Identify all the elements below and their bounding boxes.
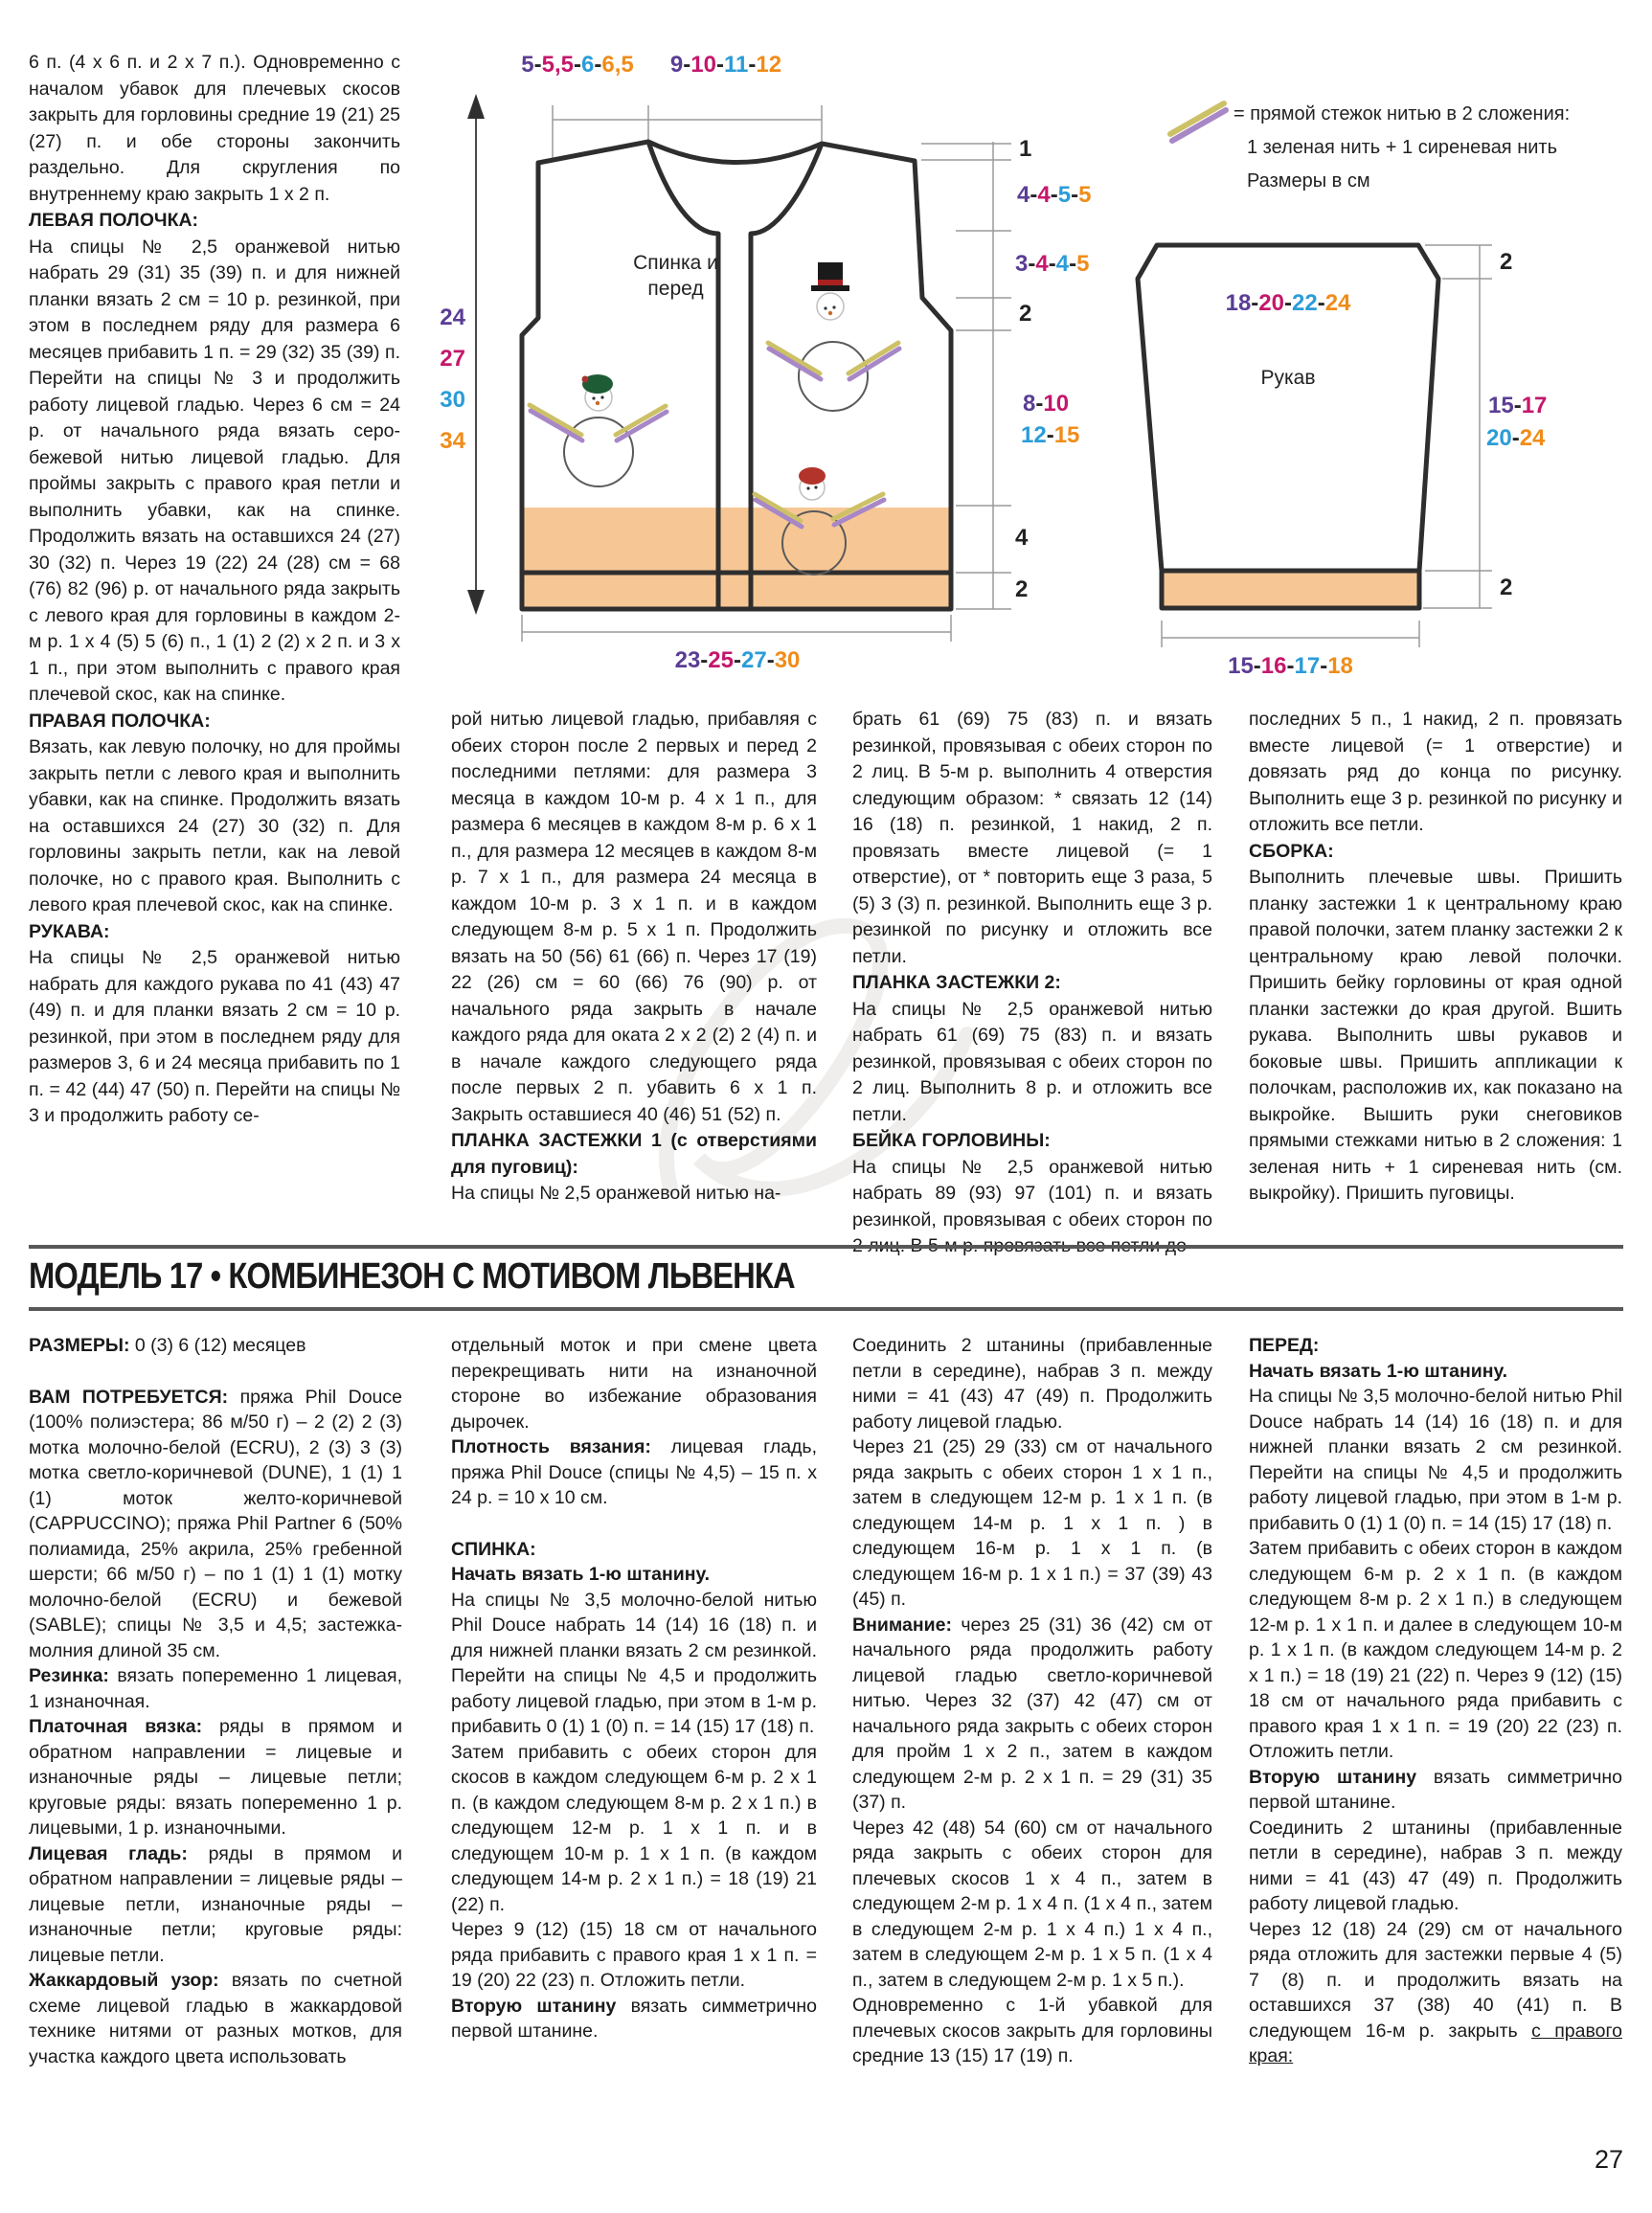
size-value: 15 (1053, 422, 1080, 448)
vest-schematic-drawing (421, 46, 1092, 686)
paragraph: Начать вязать 1-ю штанину. (1249, 1360, 1508, 1382)
column-bottom-2 (451, 1333, 817, 2044)
paragraph: Плотность вязания: лицевая гладь, пряжа Phil Douce (спицы № 4,5) – 15 п. х 24 р. = 10 х 10 см. (451, 1436, 818, 1508)
paragraph: Внимание: через 25 (31) 36 (42) см от начального ряда продолжить работу лицевой гладью светло-коричневой нитью. Через 32 (37) 42 (47) см от начального ряда закрыть с обеих сторон для пройм 1 х 2 п., затем в каждом следующем 2-м р. 2 х 1 п. = 29 (31) 35 (37) п. (852, 1614, 1212, 1813)
paragraph: Затем прибавить с обеих сторон для скосов в каждом следующем 6-м р. 2 х 1 п. (в каждом следующем 8-м р. 2 х 1 п.) в следующем 12-м р. 1 х 1 п. и в следующем 10-м р. 1 х 1 п. (в каждом следующем 14-м р. 2 х 1 п.) = 18 (19) 21 (22) п. (451, 1741, 817, 1915)
vest-right-measure-3 (1015, 251, 1089, 278)
paragraph: Затем прибавить с обеих сторон в каждом следующем 6-м р. 2 х 1 п. (в каждом следующем 8-м р. 2 х 1 п.) в следующем 12-м р. 1 х 1 п. и далее в следующем 10-м р. 1 х 1 п. (в каждом следующем 14-м р. 2 х 1 п.) = 18 (19) 21 (22) п. Через 9 (12) (15) 18 см от начального ряда прибавить с правого края 1 х 1 п. = 19 (20) 22 (23) п. Отложить петли. (1249, 1538, 1622, 1762)
section-heading: СПИНКА: (451, 1538, 536, 1560)
size-value: 11 (723, 52, 749, 78)
size-value: 6 (581, 52, 595, 78)
column-top-3 (852, 707, 1212, 1260)
column-bottom-1 (29, 1333, 402, 2069)
dash: - (683, 52, 691, 78)
vest-left-measures (421, 303, 465, 457)
dash: - (734, 647, 741, 673)
vest-piece-label-line2: перед (647, 278, 704, 300)
section-heading: СБОРКА: (1249, 840, 1334, 862)
size-value: 15 (1228, 653, 1254, 679)
dash: - (1048, 251, 1056, 277)
paragraph: На спицы № 2,5 оранжевой нитью набрать для каждого рукава по 41 (43) 47 (49) п. и для планки вязать 2 см = 10 р. резинкой, при этом в последнем ряду для размеров 3, 6 и 24 месяца прибавить по 1 п. = 42 (44) 47 (50) п. Перейти на спицы № 3 и продолжить работу се- (29, 947, 400, 1126)
section-heading: РУКАВА: (29, 920, 110, 942)
size-value: 24 (1519, 425, 1546, 451)
section-heading: ПЛАНКА ЗАСТЕЖКИ 2: (852, 972, 1061, 993)
legend-line-3: Размеры в см (1247, 170, 1370, 192)
vest-bottom-measure (656, 647, 819, 674)
column-bottom-3 (852, 1333, 1212, 2069)
dash: - (1069, 251, 1077, 277)
column-top-2 (451, 707, 817, 1208)
size-value: 5 (1057, 182, 1072, 208)
size-value: 17 (1521, 393, 1548, 418)
straight-stitch-icon (1170, 103, 1226, 141)
vest-piece-label (582, 250, 769, 302)
vest-right-measure-7: 4 (1015, 525, 1029, 551)
sleeve-right-measure-mid2 (1486, 425, 1545, 452)
legend-line-2: 1 зеленая нить + 1 сиреневая нить (1247, 137, 1557, 158)
size-value: 4 (1037, 182, 1051, 208)
sleeve-bottom-measure (1197, 653, 1384, 680)
section-heading: БЕЙКА ГОРЛОВИНЫ: (852, 1130, 1051, 1151)
paragraph: Выполнить плечевые швы. Пришить планку застежки 1 к центральному краю правой полочки, затем планку застежки 2 к центральному краю левой полочки. Пришить бейку горловины от края одной планки застежки до края другой. Вшить рукава. Выполнить швы рукавов и боковые швы. Пришить аппликации к полочкам, расположив их, как показано на выкройке. Вышить руки снеговиков прямыми стежками нитью в 2 сложения: 1 зеленая нить + 1 сиреневая нить (см. выкройку). Пришить пуговицы. (1249, 867, 1622, 1204)
size-value: 6,5 (601, 52, 634, 78)
paragraph: брать 61 (69) 75 (83) п. и вязать резинкой, провязывая с обеих сторон по 2 лиц. В 5-м р. выполнить 4 отверстия следующим образом: * связать 12 (14) 16 (18) п. резинкой, 1 накид, 2 п. провязать вместе лицевой (= 1 отверстие), от * повторить еще 3 раза, 5 (5) 3 (3) п. резинкой. Выполнить еще 3 р. резинкой по рисунку и отложить все петли. (852, 709, 1212, 967)
dash: - (1513, 393, 1522, 418)
vest-right-measure-6 (1021, 422, 1079, 449)
size-value: 25 (708, 647, 734, 673)
dash: - (715, 52, 724, 78)
size-value: 4 (1055, 251, 1070, 277)
vest-right-measure-2 (1017, 182, 1091, 209)
paragraph: Жаккардовый узор: вязать по счетной схеме лицевой гладью в жаккардовой технике нитями от разных мотков, для участка каждого цвета использовать (29, 1970, 402, 2067)
sleeve-right-measure-bottom: 2 (1500, 575, 1513, 600)
snowman-applique-1 (530, 374, 667, 486)
paragraph: На спицы № 2,5 оранжевой нитью на- (451, 1183, 781, 1204)
dash: - (1050, 182, 1058, 208)
paragraph: Начать вязать 1-ю штанину. (451, 1564, 711, 1585)
size-value: 5 (521, 52, 534, 78)
column-top-1 (29, 50, 400, 1130)
size-value: 22 (1292, 290, 1318, 316)
paragraph: Лицевая гладь: ряды в прямом и обратном направлении = лицевые ряды – лицевые петли, изнаночные ряды – изнаночные петли; круговые ряды: лицевые петли. (29, 1842, 402, 1966)
vest-piece-label-line1: Спинка и (633, 252, 718, 274)
paragraph: Вторую штанину вязать симметрично первой штанине. (1249, 1766, 1623, 1813)
dash: - (1511, 425, 1520, 451)
paragraph: последних 5 п., 1 накид, 2 п. провязать вместе лицевой (= 1 отверстие) и довязать ряд до конца по рисунку. Выполнить еще 3 р. резинкой по рисунку и отложить все петли. (1249, 709, 1622, 835)
vest-right-measure-4: 2 (1019, 301, 1032, 327)
paragraph: Резинка: вязать попеременно 1 лицевая, 1 изнаночная. (29, 1665, 402, 1712)
column-bottom-4 (1249, 1333, 1622, 2069)
dash: - (533, 52, 542, 78)
snowman-applique-2 (768, 262, 899, 411)
sleeve-piece-label: Рукав (1260, 367, 1316, 389)
size-value: 12 (1021, 422, 1047, 448)
dash: - (1284, 290, 1292, 316)
vest-height-arrow (467, 94, 485, 615)
paragraph: На спицы № 2,5 оранжевой нитью набрать 89 (93) 97 (101) п. и вязать резинкой, провязывая с обеих сторон по 2 лиц. В 5-м р. провязать все петли до (852, 1156, 1212, 1256)
section-heading: ПЛАНКА ЗАСТЕЖКИ 1 (с отверстиями для пуговиц): (451, 1130, 817, 1178)
vest-peach-band (524, 508, 949, 607)
size-value: 10 (1043, 391, 1070, 417)
paragraph: 6 п. (4 х 6 п. и 2 х 7 п.). Одновременно с началом убавок для плечевых скосов закрыть для горловины средние 19 (21) 25 (27) п. и обе стороны закончить раздельно. Для скругления по внутреннему краю закрыть 1 х 2 п. (29, 52, 400, 205)
size-value: 12 (756, 52, 782, 78)
paragraph: отдельный моток и при смене цвета перекрещивать нити на изнаночной стороне во избежание образования дырочек. (451, 1335, 817, 1433)
column-top-4 (1249, 707, 1622, 1208)
paragraph: Через 21 (25) 29 (33) см от начального ряда закрыть с обеих сторон 1 х 1 п., затем в следующем 12-м р. 1 х 1 п. (в следующем 14-м р. 1 х 1 п. ) в следующем 16-м р. 1 х 1 п. (в следующем 16-м р. 1 х 1 п.) = 37 (39) 43 (45) п. (852, 1436, 1212, 1610)
paragraph: Одновременно с 1-й убавкой для плечевых скосов закрыть для горловины средние 13 (15) 17 (19) п. (852, 1995, 1212, 2066)
size-value: 30 (774, 647, 801, 673)
dash: - (700, 647, 709, 673)
dash: - (574, 52, 581, 78)
model-header (29, 1245, 1623, 1311)
dash: - (1035, 391, 1044, 417)
size-value: 23 (674, 647, 701, 673)
paragraph: На спицы № 2,5 оранжевой нитью набрать 61 (69) 75 (83) п. и вязать резинкой, провязывая с обеих сторон по 2 лиц. Выполнить 8 р. и отложить все петли. (852, 998, 1212, 1125)
vest-right-measure-8: 2 (1015, 576, 1029, 602)
dash: - (1251, 290, 1259, 316)
size-value: 27 (741, 647, 767, 673)
section-heading: ПЕРЕД: (1249, 1335, 1320, 1356)
paragraph: Через 12 (18) 24 (29) см от начального ряда отложить для застежки первые 4 (5) 7 (8) п. и продолжить вязать на оставшихся 37 (38) 40 (41) п. В следующем 16-м р. закрыть с правого края: (1249, 1918, 1622, 2066)
sleeve-right-measure-mid1 (1488, 393, 1547, 419)
paragraph: Вторую штанину вязать симметрично первой штанине. (451, 1995, 818, 2042)
size-value: 4 (1035, 251, 1049, 277)
dash: - (594, 52, 602, 78)
vest-right-measure-1: 1 (1019, 136, 1032, 162)
legend-line-1: = прямой стежок нитью в 2 сложения: (1233, 103, 1571, 124)
size-value: 34 (440, 428, 465, 454)
dash: - (1317, 290, 1325, 316)
section-heading: ПРАВАЯ ПОЛОЧКА: (29, 710, 211, 732)
vest-right-measure-5 (1023, 391, 1069, 418)
size-value: 15 (1488, 393, 1514, 418)
size-value: 5 (1076, 251, 1090, 277)
size-value: 30 (440, 387, 465, 413)
dash: - (1030, 182, 1038, 208)
size-value: 18 (1327, 653, 1353, 679)
dash: - (748, 52, 757, 78)
paragraph: Соединить 2 штанины (прибавленные петли в середине), набрав 3 п. между ними = 41 (43) 47 (49) п. Продолжить работу лицевой гладью. (852, 1335, 1212, 1433)
size-value: 17 (1294, 653, 1321, 679)
vest-schematic (421, 46, 1092, 686)
sleeve-top-measure (1197, 290, 1379, 317)
sleeve-right-measure-top: 2 (1500, 249, 1513, 275)
dash: - (1320, 653, 1328, 679)
page-number: 27 (1594, 2145, 1623, 2174)
paragraph: Через 9 (12) (15) 18 см от начального ряда прибавить с правого края 1 х 1 п. = 19 (20) 22 (23) п. Отложить петли. (451, 1919, 817, 1991)
size-value: 8 (1023, 391, 1036, 417)
paragraph: Платочная вязка: ряды в прямом и обратном направлении = лицевые и изнаночные ряды – лицевые петли; круговые ряды: вязать попеременно 1 р. лицевыми, 1 р. изнаночными. (29, 1716, 403, 1839)
dash: - (1028, 251, 1036, 277)
size-value: 18 (1225, 290, 1252, 316)
paragraph: ВАМ ПОТРЕБУЕТСЯ: пряжа Phil Douce (100% полиэстера; 86 м/50 г) – 2 (2) 2 (3) мотка молочно-белой (ECRU), 2 (3) 3 (3) мотка светло-коричневой (DUNE), 1 (1) 1 (1) моток желто-коричневой (CAPPUCCINO); пряжа Phil Partner 6 (50% полиамида, 25% акрила, 25% гребенной шерсти; 66 м/50 г) – по 1 (1) 1 (1) мотку молочно-белой (ECRU) и бежевой (SABLE); спицы № 3,5 и 4,5; застежка-молния длиной 35 см. (29, 1386, 402, 1661)
size-value: 24 (440, 305, 465, 330)
size-value: 10 (690, 52, 716, 78)
size-value: 20 (1486, 425, 1512, 451)
dash: - (1253, 653, 1261, 679)
vest-top-measure-1 (506, 52, 649, 79)
paragraph: Соединить 2 штанины (прибавленные петли в середине), набрав 3 п. между ними = 41 (43) 47 (49) п. Продолжить работу лицевой гладью. (1249, 1817, 1622, 1914)
paragraph: рой нитью лицевой гладью, прибавляя с обеих сторон после 2 первых и перед 2 последними петлями: для размера 3 месяца в каждом 10-м р. 4 х 1 п., для размера 6 месяцев в каждом 8-м р. 6 х 1 п., для размера 12 месяцев в каждом 8-м р. 7 х 1 п., для размера 24 месяца в каждом 10-м р. 3 х 1 п. и в каждом следующем 8-м р. 5 х 1 п. Продолжить вязать на 50 (56) 61 (66) п. Через 17 (19) 22 (26) см = 60 (66) 76 (90) р. от начального ряда закрыть в начале каждого ряда для оката 2 х 2 (2) 2 (4) п. и в начале каждого следующего ряда после первых 2 п. убавить 6 х 1 п. Закрыть оставшиеся 40 (46) 51 (52) п. (451, 709, 817, 1125)
paragraph: На спицы № 2,5 оранжевой нитью набрать 29 (31) 35 (39) п. и для нижней планки вязать 2 см = 10 р. резинкой, при этом в последнем ряду для размера 6 месяцев прибавить 1 п. = 29 (32) 35 (39) п. Перейти на спицы № 3 и продолжить работу лицевой гладью. Через 6 см = 24 р. от начального ряда вязать серо-бежевой нитью лицевой гладью. Для проймы закрыть с правого края петли и выполнить убавки, как на спинке. Продолжить вязать на оставшихся 24 (27) 30 (32) п. Через 19 (22) 24 (28) см = 68 (76) 82 (96) р. от начального ряда закрыть с левого края для горловины в каждом 2-м р. 1 х 4 (5) 5 (6) п., 1 (1) 2 (2) х 2 п. и 3 х 1 п., при этом выполнить с правого края плечевой скос, как на спинке. (29, 236, 400, 705)
paragraph: Через 42 (48) 54 (60) см от начального ряда закрыть с обеих сторон для плечевых скосов 1 х 4 п., затем в следующем 2-м р. 1 х 4 п. (1 х 4 п., затем в следующем 2-м р. 1 х 4 п.) 1 х 4 п., затем в следующем 2-м р. 1 х 5 п. (1 х 4 п., затем в следующем 2-м р. 1 х 5 п.). (852, 1817, 1212, 1991)
size-value: 5,5 (541, 52, 574, 78)
size-value: 3 (1015, 251, 1029, 277)
size-value: 9 (669, 52, 684, 78)
section-heading: ЛЕВАЯ ПОЛОЧКА: (29, 210, 199, 231)
size-value: 4 (1017, 182, 1030, 208)
paragraph: На спицы № 3,5 молочно-белой нитью Phil Douce набрать 14 (14) 16 (18) п. и для нижней планки вязать 2 см резинкой. Перейти на спицы № 4,5 и продолжить работу лицевой гладью, при этом в 1-м р. прибавить 0 (1) 1 (0) п. = 14 (15) 17 (18) п. (1249, 1386, 1622, 1534)
model-title: МОДЕЛЬ 17 • КОМБИНЕЗОН С МОТИВОМ ЛЬВЕНКА (29, 1256, 795, 1297)
size-value: 24 (1324, 290, 1351, 316)
dash: - (1046, 422, 1054, 448)
dash: - (1071, 182, 1079, 208)
size-value: 27 (440, 346, 465, 372)
paragraph: РАЗМЕРЫ: 0 (3) 6 (12) месяцев (29, 1335, 306, 1356)
dash: - (1286, 653, 1295, 679)
dash: - (766, 647, 775, 673)
size-value: 20 (1258, 290, 1284, 316)
sleeve-schematic (1101, 46, 1652, 689)
size-value: 5 (1078, 182, 1092, 208)
paragraph: На спицы № 3,5 молочно-белой нитью Phil Douce набрать 14 (14) 16 (18) п. и для нижней планки вязать 2 см резинкой. Перейти на спицы № 4,5 и продолжить работу лицевой гладью, при этом в 1-м р. прибавить 0 (1) 1 (0) п. = 14 (15) 17 (18) п. (451, 1589, 817, 1737)
paragraph: Вязать, как левую полочку, но для проймы закрыть петли с левого края и выполнить убавки, как на спинке. Продолжить вязать на оставшихся 24 (27) 30 (32) п. Для горловины закрыть петли, как на левой полочке, но с правого края. Выполнить с левого края плечевой скос, как на спинке. (29, 736, 400, 915)
vest-top-measure-2 (654, 52, 798, 79)
size-value: 16 (1260, 653, 1287, 679)
